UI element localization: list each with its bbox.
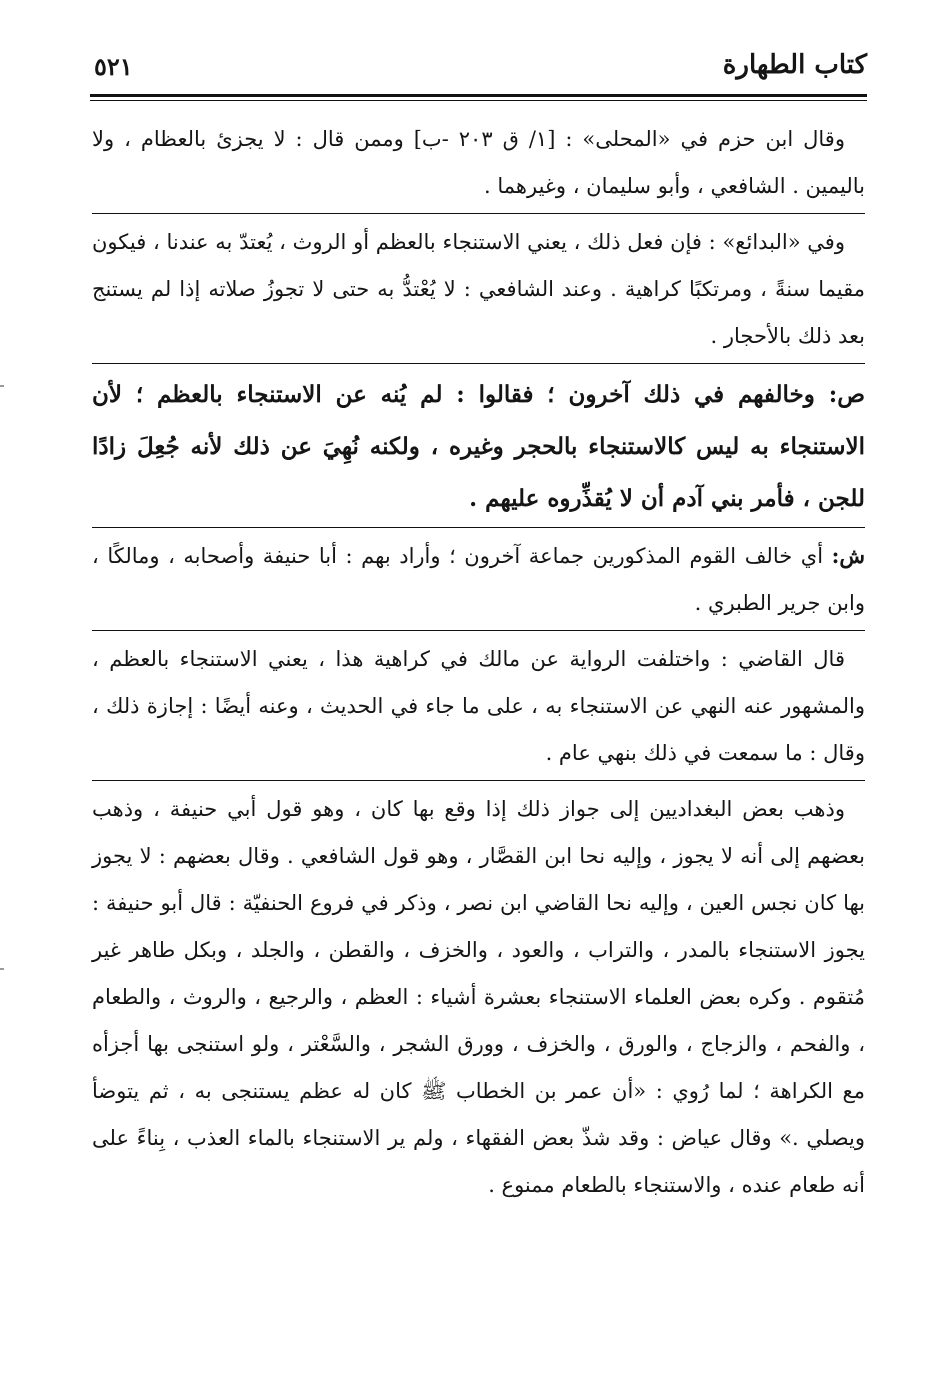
paragraph-ibn-hazm: وقال ابن حزم في «المحلى» : [١/ ق ٢٠٣ -ب] وممن قال : لا يجزئ بالعظام ، ولا باليمين . الشافعي ، وأبو سليمان ، وغيرهما . — [92, 127, 865, 198]
sharh-label: ش: — [831, 543, 865, 568]
paragraph-badaai: وفي «البدائع» : فإن فعل ذلك ، يعني الاستنجاء بالعظم أو الروث ، يُعتدّ به عندنا ، فيكون مقيما سنةً ، ومرتكبًا كراهية . وعند الشافعي : لا يُعْتدُّ به حتى لا تجوزُ صلاته إذا لم يستنج بعد ذلك بالأحجار . — [92, 230, 865, 348]
sharh-text: أي خالف القوم المذكورين جماعة آخرون ؛ وأراد بهم : أبا حنيفة وأصحابه ، ومالكًا ، وابن جرير الطبري . — [92, 544, 865, 615]
header-rule-thin — [90, 100, 867, 101]
matn-label: ص: — [828, 381, 865, 408]
paragraph-divider — [92, 630, 865, 631]
page-header — [90, 50, 867, 92]
paragraph-matn — [92, 369, 865, 525]
paragraph-baghdadiyyin: وذهب بعض البغداديين إلى جواز ذلك إذا وقع بها كان ، وهو قول أبي حنيفة ، وذهب بعضهم إلى أنه لا يجوز ، وإليه نحا ابن القصَّار ، وهو قول الشافعي . وقال بعضهم : لا يجوز بها كان نجس العين ، وإليه نحا القاضي ابن نصر ، وذكر في فروع الحنفيّة : قال أبو حنيفة : يجوز الاستنجاء بالمدر ، والتراب ، والعود ، والخزف ، والقطن ، والجلد ، وبكل طاهر غير مُتقوم . وكره بعض العلماء الاستنجاء بعشرة أشياء : العظم ، والرجيع ، والروث ، والطعام ، والفحم ، والزجاج ، والورق ، والخزف ، وورق الشجر ، والسَّعْتر ، ولو استنجى بها أجزأه مع الكراهة ؛ لما رُوي : «أن عمر بن الخطاب ﷺ كان له عظم يستنجى به ، ثم يتوضأ ويصلي .» وقال عياض : وقد شذّ بعض الفقهاء ، ولم ير الاستنجاء بالماء العذب ، بِناءً على أنه طعام عنده ، والاستنجاء بالطعام ممنوع . — [92, 797, 865, 1197]
page-edge-mark — [0, 968, 4, 970]
matn-text: وخالفهم في ذلك آخرون ؛ فقالوا : لم يُنه عن الاستنجاء بالعظم ؛ لأن الاستنجاء به ليس كالاستنجاء بالحجر وغيره ، ولكنه نُهِيَ عن ذلك لأنه جُعِلَ زادًا للجن ، فأمر بني آدم أن لا يُقذِّروه عليهم . — [92, 381, 865, 512]
page-edge-mark — [0, 385, 4, 387]
paragraph-divider — [92, 363, 865, 364]
paragraph-divider — [92, 780, 865, 781]
page-number: ٥٢١ — [94, 52, 133, 81]
page-body — [92, 116, 865, 1209]
running-title: كتاب الطهارة — [722, 50, 867, 80]
paragraph-qadi: قال القاضي : واختلفت الرواية عن مالك في كراهية هذا ، يعني الاستنجاء بالعظم ، والمشهور عنه النهي عن الاستنجاء به ، على ما جاء في الحديث ، وعنه أيضًا : إجازة ذلك ، وقال : ما سمعت في ذلك بنهي عام . — [92, 647, 865, 765]
paragraph-divider — [92, 527, 865, 528]
paragraph-divider — [92, 213, 865, 214]
paragraph-sharh — [92, 532, 865, 627]
header-rule-thick — [90, 94, 867, 97]
